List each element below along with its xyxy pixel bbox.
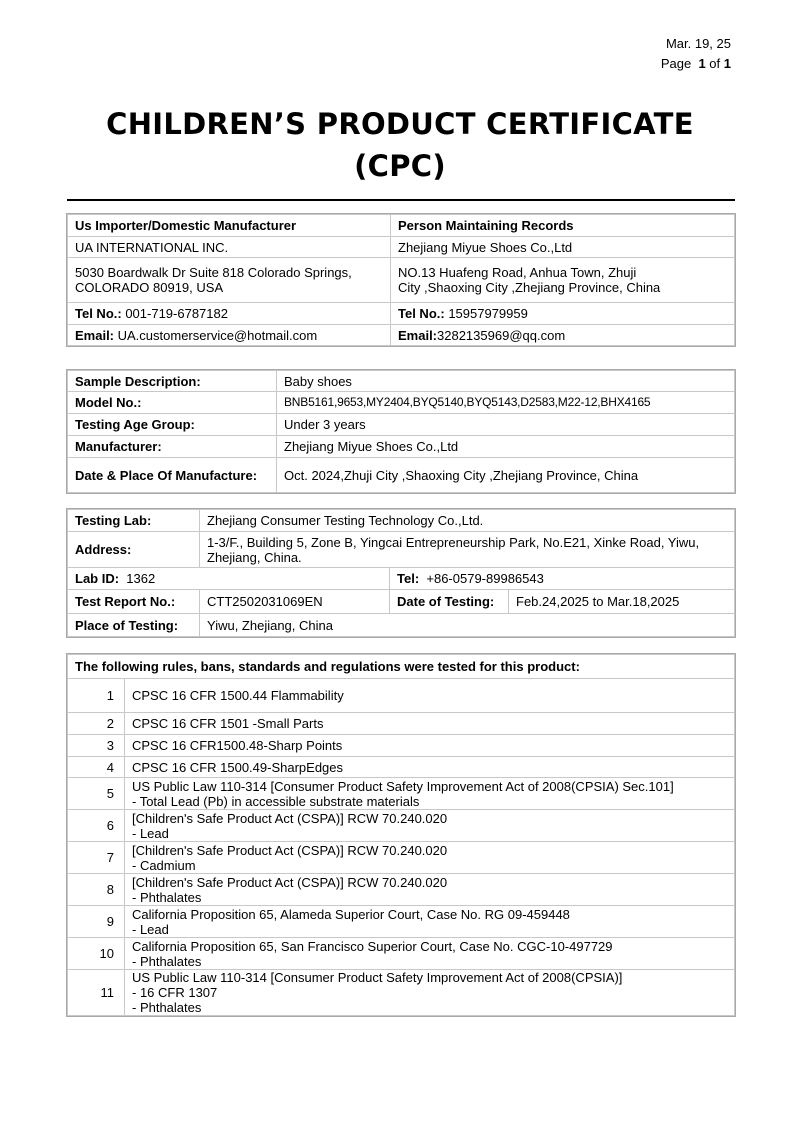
place-of-testing: Yiwu, Zhejiang, China <box>200 614 735 637</box>
model-numbers: BNB5161,9653,MY2404,BYQ5140,BYQ5143,D2583,M22-12,BHX4165 <box>277 392 735 414</box>
rule-row <box>68 713 735 735</box>
manufacturer-label: Manufacturer: <box>68 436 277 458</box>
rule-line: [Children's Safe Product Act (CSPA)] RCW 70.240.020 <box>132 842 448 858</box>
rule-text <box>125 906 735 938</box>
rule-text <box>125 778 735 810</box>
model-label: Model No.: <box>68 392 277 414</box>
rule-line: US Public Law 110-314 [Consumer Product Safety Improvement Act of 2008(CPSIA)] <box>132 970 623 985</box>
document-meta <box>661 34 731 74</box>
rule-text <box>125 713 735 735</box>
rule-line: - Phthalates <box>132 1000 202 1015</box>
rule-row <box>68 810 735 842</box>
report-no-label: Test Report No.: <box>68 590 200 614</box>
rule-line: CPSC 16 CFR 1500.44 Flammability <box>132 688 344 703</box>
rule-line: - 16 CFR 1307 <box>132 985 218 1000</box>
rule-line: - Cadmium <box>132 857 196 873</box>
document-date: Mar. 19, 25 <box>665 36 731 51</box>
rule-text <box>125 970 735 1016</box>
rule-number: 9 <box>68 906 125 938</box>
rule-line: - Phthalates <box>132 953 202 969</box>
lab-table <box>67 509 735 637</box>
title-divider <box>67 199 735 201</box>
rule-number: 10 <box>68 938 125 970</box>
records-name: Zhejiang Miyue Shoes Co.,Ltd <box>391 237 735 258</box>
rule-number: 2 <box>68 713 125 735</box>
rule-line: - Lead <box>132 921 169 937</box>
rule-number: 6 <box>68 810 125 842</box>
date-of-testing: Feb.24,2025 to Mar.18,2025 <box>509 590 735 614</box>
sample-table <box>67 370 735 493</box>
sample-description: Baby shoes <box>277 371 735 392</box>
rule-text <box>125 735 735 757</box>
rules-table <box>67 654 735 1016</box>
manufacturer: Zhejiang Miyue Shoes Co.,Ltd <box>277 436 735 458</box>
lab-address-label: Address: <box>68 532 200 568</box>
title-line-2: (CPC) <box>354 149 446 183</box>
records-tel: Tel No.: 15957979959 <box>391 303 735 325</box>
rule-row <box>68 778 735 810</box>
rule-line: US Public Law 110-314 [Consumer Product Safety Improvement Act of 2008(CPSIA) Sec.101] <box>132 778 674 794</box>
importer-tel: Tel No.: 001-719-6787182 <box>68 303 391 325</box>
records-address: NO.13 Huafeng Road, Anhua Town, Zhuji City ,Shaoxing City ,Zhejiang Province, China <box>391 258 735 303</box>
rule-number: 8 <box>68 874 125 906</box>
rule-line: California Proposition 65, San Francisco Superior Court, Case No. CGC-10-497729 <box>132 938 613 954</box>
lab-id: Lab ID: 1362 <box>68 568 390 590</box>
rule-line: CPSC 16 CFR 1501 -Small Parts <box>132 716 324 731</box>
rule-text <box>125 842 735 874</box>
rule-line: - Phthalates <box>132 889 202 905</box>
rule-row <box>68 970 735 1016</box>
rule-line: - Total Lead (Pb) in accessible substrate materials <box>132 793 420 809</box>
rule-line: - Lead <box>132 825 169 841</box>
parties-table <box>67 214 735 346</box>
rule-row <box>68 842 735 874</box>
rule-row <box>68 938 735 970</box>
testing-lab: Zhejiang Consumer Testing Technology Co.,Ltd. <box>200 510 735 532</box>
rules-header: The following rules, bans, standards and regulations were tested for this product: <box>68 655 735 679</box>
rule-line: CPSC 16 CFR 1500.49-SharpEdges <box>132 759 344 775</box>
testing-lab-label: Testing Lab: <box>68 510 200 532</box>
rule-text <box>125 679 735 713</box>
page-number: Page 1 of 1 <box>660 56 731 71</box>
rule-number: 5 <box>68 778 125 810</box>
rule-row <box>68 874 735 906</box>
rule-row <box>68 735 735 757</box>
age-group: Under 3 years <box>277 414 735 436</box>
rules-list <box>68 679 735 1016</box>
rule-text <box>125 810 735 842</box>
place-of-testing-label: Place of Testing: <box>68 614 200 637</box>
records-header: Person Maintaining Records <box>391 215 735 237</box>
rule-number: 1 <box>68 679 125 713</box>
report-no: CTT2502031069EN <box>200 590 390 614</box>
rule-text <box>125 874 735 906</box>
lab-address: 1-3/F., Building 5, Zone B, Yingcai Entrepreneurship Park, No.E21, Xinke Road, Yiwu, Zhejiang, China. <box>200 532 735 568</box>
importer-address: 5030 Boardwalk Dr Suite 818 Colorado Springs, COLORADO 80919, USA <box>68 258 391 303</box>
rule-line: CPSC 16 CFR1500.48-Sharp Points <box>132 738 343 753</box>
importer-name: UA INTERNATIONAL INC. <box>68 237 391 258</box>
rule-row <box>68 906 735 938</box>
rule-number: 11 <box>68 970 125 1016</box>
importer-email: Email: UA.customerservice@hotmail.com <box>68 325 391 346</box>
importer-header: Us Importer/Domestic Manufacturer <box>68 215 391 237</box>
date-of-testing-label: Date of Testing: <box>390 590 509 614</box>
page-title <box>0 103 800 187</box>
rule-text <box>125 757 735 778</box>
manufacture-date-label: Date & Place Of Manufacture: <box>68 458 277 493</box>
age-group-label: Testing Age Group: <box>68 414 277 436</box>
rule-row <box>68 757 735 778</box>
sample-description-label: Sample Description: <box>68 371 277 392</box>
lab-tel: Tel: +86-0579-89986543 <box>390 568 735 590</box>
rule-number: 4 <box>68 757 125 778</box>
records-email: Email:3282135969@qq.com <box>391 325 735 346</box>
rule-number: 3 <box>68 735 125 757</box>
rule-text <box>125 938 735 970</box>
title-line-1: CHILDREN’S PRODUCT CERTIFICATE <box>106 107 694 141</box>
rule-row <box>68 679 735 713</box>
rule-number: 7 <box>68 842 125 874</box>
manufacture-date: Oct. 2024,Zhuji City ,Shaoxing City ,Zhejiang Province, China <box>277 458 735 493</box>
rule-line: California Proposition 65, Alameda Superior Court, Case No. RG 09-459448 <box>132 906 570 922</box>
rule-line: [Children's Safe Product Act (CSPA)] RCW 70.240.020 <box>132 810 448 826</box>
rule-line: [Children's Safe Product Act (CSPA)] RCW 70.240.020 <box>132 874 448 890</box>
